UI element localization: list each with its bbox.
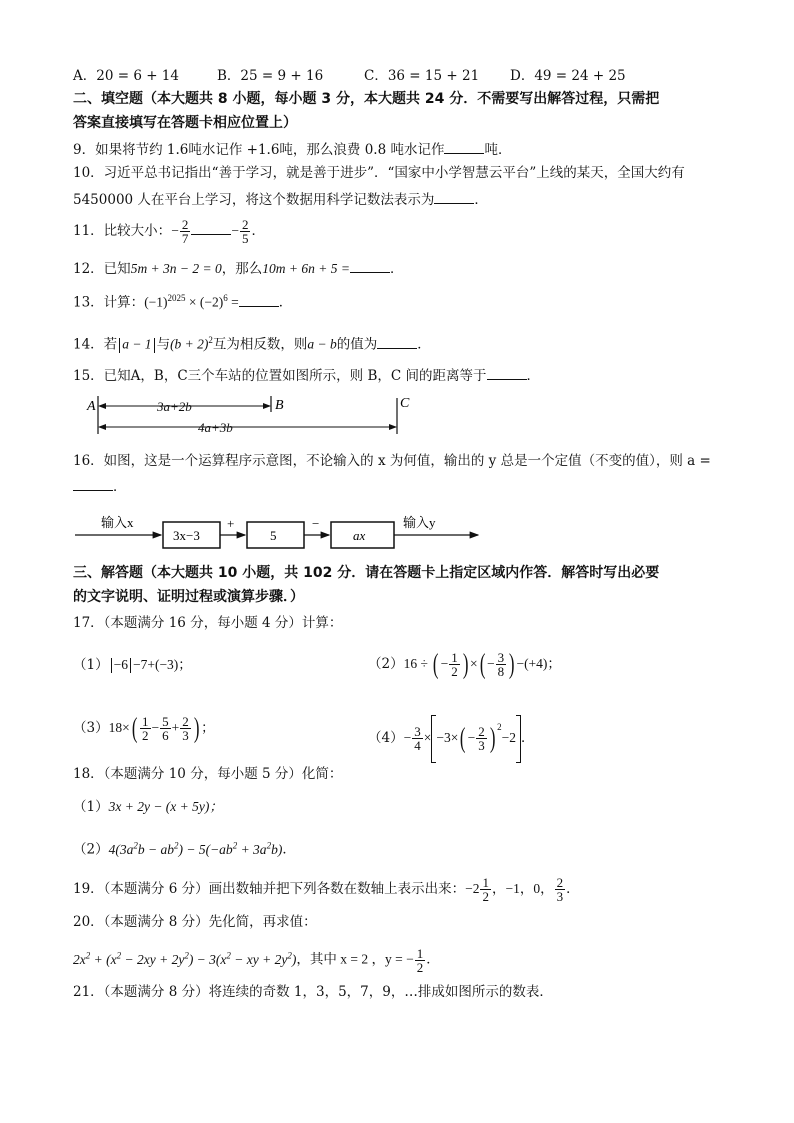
answer-blank	[73, 476, 113, 491]
q17-part1: （1） −6 −7+(−3)；	[73, 657, 192, 673]
label-c: C	[400, 396, 410, 411]
q12-equation: 5m + 3n − 2 = 0	[130, 261, 222, 276]
label-a: A	[87, 399, 96, 414]
option-d: D．49 = 24 + 25	[510, 68, 626, 84]
q10-line2	[73, 189, 488, 209]
q13-base1: (−1)	[144, 294, 168, 310]
section2-heading-line1: 二、填空题（本大题共 8 小题，每小题 3 分，本大题共 24 分．不需要写出解答过程，只需把	[73, 91, 660, 107]
q12-prefix: 12．已知	[73, 261, 131, 277]
q13-tail: ．	[278, 294, 293, 311]
q17-part4: （4）− $\frac{3}{4}$ × −3×( − $\frac{2}{3}$ ) $^2$−2 ．	[368, 704, 534, 763]
question-19: 19．（本题满分 6 分）画出数轴并把下列各数在数轴上表示出来：−2 $\frac{1}{2}$ ，−1，0， $\frac{2}{3}$ ．	[73, 875, 580, 904]
q16-line1: 16．如图，这是一个运算程序示意图，不论输入的 x 为何值，输出的 y 总是一个定值（不变的值），则 a =	[73, 453, 711, 469]
q20-expression: $2x^2 + (x^2 - 2xy + 2y^2) - 3(x^2$ − xy + $2y^2$)，其中 x = 2 ，y = − $\frac{1}{2}$ ．	[73, 945, 440, 975]
q17-title: 17．（本题满分 16 分，每小题 4 分）计算：	[73, 615, 343, 631]
q19-text: 19．（本题满分 6 分）画出数轴并把下列各数在数轴上表示出来：	[73, 881, 466, 897]
answer-blank	[444, 139, 484, 154]
q17-p4-label: （4）	[368, 730, 404, 746]
q10-line1: 10．习近平总书记指出“善于学习，就是善于进步”．“国家中小学智慧云平台”上线的某天，全国大约有	[73, 165, 685, 181]
q13-exp2: 6	[223, 293, 228, 303]
label-3a2b: 3a+2b	[157, 399, 192, 414]
q20-condition: ，其中 x = 2 ，y = −	[296, 951, 414, 967]
q13-base2: × (−2)	[185, 294, 224, 310]
q18-p1-label: （1）	[73, 799, 109, 815]
q18-part2: $(2)4(3a^2b - ab^2) - 5(-ab^2 + 3a^2b)$．	[73, 840, 296, 858]
q17-p2-label: （2）	[368, 656, 404, 672]
box1-text: 3x−3	[173, 528, 200, 543]
q13-eq: =	[227, 294, 239, 310]
box2-text: 5	[270, 528, 277, 543]
output-y-label: 输入y	[403, 515, 436, 530]
op-plus: +	[227, 516, 235, 531]
q17-part3: （3）18×( $\frac{1}{2}$ − $\frac{5}{6}$ + $\frac{2}{3}$ ) ；	[73, 712, 215, 744]
question-15	[73, 365, 540, 385]
q17-part2: （2）16 ÷ ( − $\frac{1}{2}$ ) ×( − $\frac{3}{8}$ ) −(+4)；	[368, 648, 561, 680]
q18-expr1: 3x + 2y − (x + 5y)；	[108, 799, 223, 814]
answer-blank	[350, 258, 390, 273]
question-12	[73, 258, 404, 278]
op-minus: −	[312, 516, 320, 531]
answer-blank	[434, 189, 474, 204]
q18-title: 18．（本题满分 10 分，每小题 5 分）化简：	[73, 766, 343, 782]
q12-mid: ，那么	[221, 261, 263, 277]
q12-expr: 10m + 6n + 5 =	[262, 261, 350, 276]
q14-mid: 与	[156, 336, 171, 353]
question-21: 21．（本题满分 8 分）将连续的奇数 1，3，5，7，9，…排成如图所示的数表．	[73, 984, 553, 1000]
q9-tail: 吨．	[484, 142, 512, 158]
q9-text: 9．如果将节约 1.6吨水记作 +1.6吨，那么浪费 0.8 吨水记作	[73, 142, 445, 158]
box3-text: ax	[353, 528, 366, 543]
q19-numbers: ，−1，0，	[491, 881, 554, 896]
q14-tail: 的值为	[336, 336, 378, 353]
label-4a3b: 4a+3b	[198, 420, 233, 435]
question-9	[73, 139, 511, 159]
q11-tail: ．	[251, 223, 265, 239]
fraction: $\frac{2}{7}$	[181, 217, 189, 246]
label-b: B	[275, 398, 284, 413]
q10-tail: ．	[474, 192, 488, 208]
question-14	[73, 331, 431, 354]
operation-flowchart	[73, 510, 483, 552]
station-distance-figure	[85, 394, 425, 438]
answer-blank	[487, 365, 527, 380]
input-x-label: 输入x	[101, 515, 134, 530]
option-b: B．25 = 9 + 16	[217, 68, 324, 84]
q13-prefix: 13．计算：	[73, 294, 145, 311]
q13-exp1: 2025	[167, 293, 186, 303]
q18-part1	[73, 798, 223, 816]
q17-p1-label: （1）	[73, 657, 109, 673]
answer-blank	[377, 334, 417, 349]
q14-mid2: 互为相反数，则	[212, 336, 308, 353]
option-c: C．36 = 15 + 21	[364, 68, 480, 84]
q14-exp: 2	[208, 335, 213, 345]
q16-line2	[73, 476, 127, 496]
question-11: 11．比较大小：− $\frac{2}{7}$ − $\frac{2}{5}$ ．	[73, 217, 265, 246]
section3-heading-line1: 三、解答题（本大题共 10 小题，共 102 分．请在答题卡上指定区域内作答．解答时写出必要	[73, 565, 660, 581]
option-a: A．20 = 6 + 14	[73, 68, 179, 84]
q14-prefix: 14．若	[73, 336, 118, 353]
q10-line2-text: 5450000 人在平台上学习，将这个数据用科学记数法表示为	[73, 192, 435, 208]
q16-tail: ．	[113, 479, 127, 495]
fraction: $\frac{2}{5}$	[241, 217, 249, 246]
q14-end: ．	[417, 336, 431, 353]
q15-tail: ．	[526, 368, 541, 384]
q12-tail: ．	[390, 261, 404, 277]
q11-prefix: 11．比较大小：	[73, 223, 172, 239]
q18-p2-label: （2）	[73, 841, 109, 858]
q17-p3-label: （3）	[73, 720, 109, 736]
question-13	[73, 289, 292, 312]
q14-square-base: (b + 2)	[170, 336, 209, 352]
q20-title: 20．（本题满分 8 分）先化简，再求值：	[73, 914, 317, 930]
q14-abs-expr: a − 1	[122, 336, 152, 352]
q14-diff: a − b	[307, 336, 337, 352]
answer-blank	[239, 292, 279, 307]
q15-text: 15．已知A，B，C三个车站的位置如图所示，则 B，C 间的距离等于	[73, 368, 487, 384]
section2-heading-line2: 答案直接填写在答题卡相应位置上）	[73, 115, 297, 131]
answer-blank	[191, 220, 231, 235]
section3-heading-line2: 的文字说明、证明过程或演算步骤．）	[73, 589, 304, 605]
